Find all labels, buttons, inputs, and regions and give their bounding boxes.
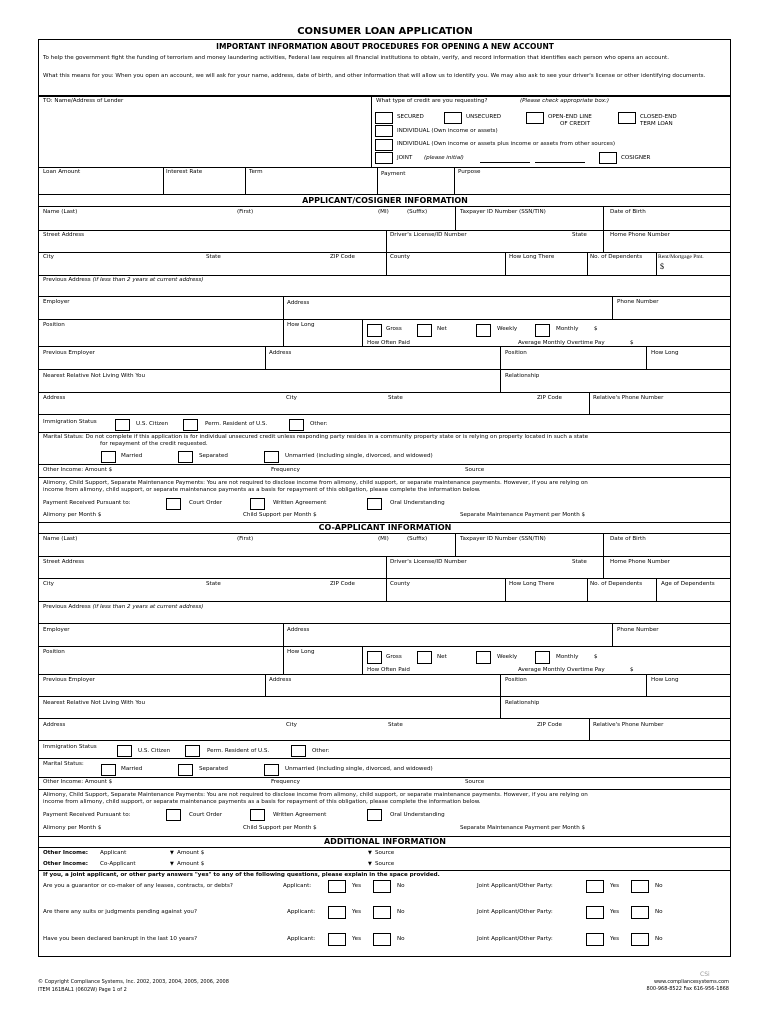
co-unmarried-checkbox[interactable] <box>264 764 279 776</box>
unmarried-checkbox[interactable] <box>264 451 279 463</box>
prev-how-long-label: How Long <box>651 350 679 356</box>
individual-label: INDIVIDUAL (Own income or assets) <box>397 128 498 134</box>
co-child-support-label: Child Support per Month $ <box>243 825 317 831</box>
cosigner-checkbox[interactable] <box>599 152 617 164</box>
q1-applicant-yes-checkbox[interactable] <box>328 880 346 893</box>
other-income-label: Other Income: Amount $ <box>43 467 113 473</box>
income-dollar-sign: $ <box>594 326 598 332</box>
co-court-order-checkbox[interactable] <box>166 809 181 821</box>
co-relative-address-label: Address <box>43 722 66 728</box>
pursuant-label: Payment Received Pursuant to: <box>43 500 131 506</box>
how-long-employed-label: How Long <box>287 322 315 328</box>
resident-checkbox[interactable] <box>183 419 198 431</box>
court-order-label: Court Order <box>189 500 223 506</box>
q2-applicant-label: Applicant: <box>287 909 316 915</box>
employer-label: Employer <box>43 299 70 305</box>
q2-joint-no-checkbox[interactable] <box>631 906 649 919</box>
q1-joint-yes-checkbox[interactable] <box>586 880 604 893</box>
q2-applicant-yes-label: Yes <box>352 909 362 915</box>
co-home-phone-label: Home Phone Number <box>610 559 670 565</box>
weekly-label: Weekly <box>497 326 518 332</box>
interest-rate-label: Interest Rate <box>166 169 203 175</box>
q3-joint-yes-checkbox[interactable] <box>586 933 604 946</box>
dependents-label: No. of Dependents <box>590 254 643 260</box>
applicant-heading: APPLICANT/COSIGNER INFORMATION <box>302 196 468 205</box>
co-position-label: Position <box>43 649 65 655</box>
q2-joint-no-label: No <box>655 909 663 915</box>
co-written-agreement-label: Written Agreement <box>273 812 327 818</box>
q3-joint-label: Joint Applicant/Other Party: <box>477 936 553 942</box>
q2-joint-label: Joint Applicant/Other Party: <box>477 909 553 915</box>
separated-label: Separated <box>199 453 228 459</box>
q2-joint-yes-checkbox[interactable] <box>586 906 604 919</box>
co-married-label: Married <box>121 766 143 772</box>
co-court-order-label: Court Order <box>189 812 223 818</box>
q2-applicant-yes-checkbox[interactable] <box>328 906 346 919</box>
co-employer-label: Employer <box>43 627 70 633</box>
co-source-label: Source <box>465 779 485 785</box>
q3-applicant-yes-label: Yes <box>352 936 362 942</box>
co-employer-address-label: Address <box>287 627 310 633</box>
co-employer-phone-label: Phone Number <box>617 627 659 633</box>
co-prev-how-long-label: How Long <box>651 677 679 683</box>
weekly-checkbox[interactable] <box>476 324 491 337</box>
important-paragraph-2: What this means for you: When you open an account, we will ask for your name, address, date of birth, and other information that will allow us to identify you. We may also ask to see your driver's license or other identifying documents. <box>43 73 706 79</box>
co-name-suffix-label: (Suffix) <box>407 536 428 542</box>
co-net-label: Net <box>437 654 447 660</box>
joint-checkbox[interactable] <box>375 152 393 164</box>
co-unmarried-label: Unmarried (including single, divorced, and widowed) <box>285 766 433 772</box>
joint-initial-line-1[interactable] <box>480 162 530 163</box>
co-name-last-label: Name (Last) <box>43 536 78 542</box>
married-checkbox[interactable] <box>101 451 116 463</box>
prev-employer-address-label: Address <box>269 350 292 356</box>
co-citizen-label: U.S. Citizen <box>138 748 171 754</box>
position-label: Position <box>43 322 65 328</box>
monthly-label: Monthly <box>556 326 579 332</box>
open-end-checkbox[interactable] <box>526 112 544 124</box>
written-agreement-checkbox[interactable] <box>250 498 265 510</box>
co-immigration-label: Immigration Status <box>43 744 97 750</box>
add-source-label-1: Source <box>375 850 395 856</box>
add-source-label-2: Source <box>375 861 395 867</box>
unmarried-label: Unmarried (including single, divorced, and widowed) <box>285 453 433 459</box>
court-order-checkbox[interactable] <box>166 498 181 510</box>
co-gross-label: Gross <box>386 654 402 660</box>
joint-label: JOINT <box>397 155 413 161</box>
gross-checkbox[interactable] <box>367 324 382 337</box>
individual-checkbox[interactable] <box>375 125 393 137</box>
add-amount-label-1: Amount $ <box>177 850 205 856</box>
co-relative-zip-label: ZIP Code <box>537 722 562 728</box>
co-gross-checkbox[interactable] <box>367 651 382 664</box>
immigration-label: Immigration Status <box>43 419 97 425</box>
co-oral-understanding-label: Oral Understanding <box>390 812 445 818</box>
important-heading: IMPORTANT INFORMATION ABOUT PROCEDURES FOR OPENING A NEW ACCOUNT <box>216 42 554 51</box>
how-long-there-label: How Long There <box>509 254 555 260</box>
marital-label-1: Marital Status: Do not complete if this application is for individual unsecured credit unless responding party resides in a community property state or is relying on property located in such a state <box>43 434 589 440</box>
copyright-text: © Copyright Compliance Systems, Inc. 2002, 2003, 2004, 2005, 2006, 2008 <box>38 979 229 985</box>
co-relative-label: Nearest Relative Not Living With You <box>43 700 145 706</box>
relationship-label: Relationship <box>505 373 540 379</box>
add-arrow-icon-1: ▼ <box>170 850 174 856</box>
overtime-label: Average Monthly Overtime Pay <box>518 340 605 346</box>
add-applicant-label: Applicant <box>100 850 127 856</box>
separate-maintenance-label: Separate Maintenance Payment per Month $ <box>460 512 586 518</box>
q1-applicant-no-checkbox[interactable] <box>373 880 391 893</box>
co-name-first-label: (First) <box>237 536 254 542</box>
co-net-checkbox[interactable] <box>417 651 432 664</box>
q1-joint-yes-label: Yes <box>610 883 620 889</box>
joint-hint: (please initial) <box>424 155 464 161</box>
co-immigration-other-checkbox[interactable] <box>291 745 306 757</box>
co-weekly-label: Weekly <box>497 654 518 660</box>
employer-phone-label: Phone Number <box>617 299 659 305</box>
co-dob-label: Date of Birth <box>610 536 646 542</box>
closed-end-label-2: TERM LOAN <box>640 121 673 127</box>
oral-understanding-label: Oral Understanding <box>390 500 445 506</box>
co-how-often-label: How Often Paid <box>367 667 410 673</box>
co-prev-employer-address-label: Address <box>269 677 292 683</box>
frequency-label: Frequency <box>271 467 300 473</box>
co-other-income-label: Other Income: Amount $ <box>43 779 113 785</box>
question-suits: Are there any suits or judgments pending against you? <box>43 909 197 915</box>
name-suffix-label: (Suffix) <box>407 209 428 215</box>
co-prev-employer-label: Previous Employer <box>43 677 95 683</box>
credit-type-hint: (Please check appropriate box:) <box>520 98 610 104</box>
co-monthly-label: Monthly <box>556 654 579 660</box>
citizen-label: U.S. Citizen <box>136 421 169 427</box>
dl-label: Driver's License/ID Number <box>390 232 467 238</box>
q2-applicant-no-checkbox[interactable] <box>373 906 391 919</box>
unsecured-checkbox[interactable] <box>444 112 462 124</box>
separated-checkbox[interactable] <box>178 451 193 463</box>
co-separated-label: Separated <box>199 766 228 772</box>
q3-joint-no-label: No <box>655 936 663 942</box>
q3-applicant-label: Applicant: <box>287 936 316 942</box>
county-label: County <box>390 254 410 260</box>
co-pursuant-label: Payment Received Pursuant to: <box>43 812 131 818</box>
add-co-applicant-label: Co-Applicant <box>100 861 136 867</box>
q1-joint-label: Joint Applicant/Other Party: <box>477 883 553 889</box>
co-relative-state-label: State <box>388 722 403 728</box>
lender-field[interactable] <box>40 106 370 166</box>
secured-checkbox[interactable] <box>375 112 393 124</box>
question-bankrupt: Have you been declared bankrupt in the last 10 years? <box>43 936 198 942</box>
net-label: Net <box>437 326 447 332</box>
name-mi-label: (MI) <box>378 209 389 215</box>
payment-label: Payment <box>381 171 406 177</box>
co-age-dependents-label: Age of Dependents <box>661 581 715 587</box>
question-guarantor: Are you a guarantor or co-maker of any leases, contracts, or debts? <box>43 883 233 889</box>
co-dl-label: Driver's License/ID Number <box>390 559 467 565</box>
rent-dollar-sign: $ <box>660 262 664 271</box>
individual-plus-checkbox[interactable] <box>375 139 393 151</box>
name-last-label: Name (Last) <box>43 209 78 215</box>
q3-applicant-yes-checkbox[interactable] <box>328 933 346 946</box>
citizen-checkbox[interactable] <box>115 419 130 431</box>
relative-phone-label: Relative's Phone Number <box>593 395 664 401</box>
marital-label-2: for repayment of the credit requested. <box>100 441 208 447</box>
oral-understanding-checkbox[interactable] <box>367 498 382 510</box>
q1-applicant-yes-label: Yes <box>352 883 362 889</box>
employer-address-label: Address <box>287 300 310 306</box>
credit-type-question: What type of credit are you requesting? <box>376 98 488 104</box>
relative-address-label: Address <box>43 395 66 401</box>
q2-joint-yes-label: Yes <box>610 909 620 915</box>
co-street-label: Street Address <box>43 559 85 565</box>
joint-initial-line-2[interactable] <box>535 162 585 163</box>
co-state-label: State <box>206 581 221 587</box>
co-alimony-text-2: income from alimony, child support, or separate maintenance payments as a basis for repayment of this obligation, please complete the information below. <box>43 799 481 805</box>
co-how-long-there-label: How Long There <box>509 581 555 587</box>
overtime-dollar-sign: $ <box>630 340 634 346</box>
co-monthly-checkbox[interactable] <box>535 651 550 664</box>
co-zip-label: ZIP Code <box>330 581 355 587</box>
co-dl-state-label: State <box>572 559 587 565</box>
co-alimony-per-month-label: Alimony per Month $ <box>43 825 102 831</box>
immigration-other-checkbox[interactable] <box>289 419 304 431</box>
dl-state-label: State <box>572 232 587 238</box>
unsecured-label: UNSECURED <box>466 114 502 120</box>
written-agreement-label: Written Agreement <box>273 500 327 506</box>
name-first-label: (First) <box>237 209 254 215</box>
prev-address-label: Previous Address (if less than 2 years at current address) <box>43 277 204 283</box>
q1-applicant-label: Applicant: <box>283 883 312 889</box>
copyright-icon: © <box>38 979 43 985</box>
co-relative-phone-label: Relative's Phone Number <box>593 722 664 728</box>
open-end-label-2: OF CREDIT <box>560 121 591 127</box>
add-arrow-icon-4: ▼ <box>368 861 372 867</box>
co-dependents-label: No. of Dependents <box>590 581 643 587</box>
co-county-label: County <box>390 581 410 587</box>
co-separate-maintenance-label: Separate Maintenance Payment per Month $ <box>460 825 586 831</box>
co-prev-address-label: Previous Address (if less than 2 years at current address) <box>43 604 204 610</box>
co-weekly-checkbox[interactable] <box>476 651 491 664</box>
secured-label: SECURED <box>397 114 424 120</box>
add-arrow-icon-3: ▼ <box>170 861 174 867</box>
gross-label: Gross <box>386 326 402 332</box>
loan-amount-label: Loan Amount <box>43 169 81 175</box>
important-paragraph-1: To help the government fight the funding of terrorism and money laundering activities, Federal law requires all financial institutions to obtain, verify, and record information that identifies each person who opens an account. <box>43 55 669 61</box>
co-resident-label: Perm. Resident of U.S. <box>207 748 270 754</box>
prev-employer-label: Previous Employer <box>43 350 95 356</box>
item-number: ITEM 161BAL1 (0602W) Page 1 of 2 <box>38 987 127 993</box>
additional-heading: ADDITIONAL INFORMATION <box>323 837 446 846</box>
q1-joint-no-checkbox[interactable] <box>631 880 649 893</box>
relative-zip-label: ZIP Code <box>537 395 562 401</box>
co-income-dollar-sign: $ <box>594 654 598 660</box>
add-other-income-label-1: Other Income: <box>43 850 88 856</box>
individual-plus-label: INDIVIDUAL (Own income or assets plus income or assets from other sources) <box>397 141 616 147</box>
page-title: CONSUMER LOAN APPLICATION <box>297 26 473 37</box>
co-relative-city-label: City <box>286 722 297 728</box>
alimony-per-month-label: Alimony per Month $ <box>43 512 102 518</box>
lender-label: TO: Name/Address of Lender <box>43 98 124 104</box>
cosigner-label: COSIGNER <box>621 155 651 161</box>
co-how-long-employed-label: How Long <box>287 649 315 655</box>
source-label: Source <box>465 467 485 473</box>
rent-mortgage-label: Rent/Mortgage Pmt. <box>658 254 704 260</box>
co-overtime-dollar-sign: $ <box>630 667 634 673</box>
co-married-checkbox[interactable] <box>101 764 116 776</box>
co-name-mi-label: (MI) <box>378 536 389 542</box>
co-resident-checkbox[interactable] <box>185 745 200 757</box>
open-end-label-1: OPEN-END LINE <box>548 114 592 120</box>
add-other-income-label-2: Other Income: <box>43 861 88 867</box>
co-separated-checkbox[interactable] <box>178 764 193 776</box>
alimony-text-1: Alimony, Child Support, Separate Maintenance Payments: You are not required to disclose income from alimony, child support, or separate maintenance payments. However, if you are relying on <box>43 480 588 486</box>
relative-label: Nearest Relative Not Living With You <box>43 373 145 379</box>
city-label: City <box>43 254 54 260</box>
co-marital-label: Marital Status: <box>43 761 84 767</box>
term-label: Term <box>249 169 263 175</box>
q3-joint-no-checkbox[interactable] <box>631 933 649 946</box>
co-applicant-heading: CO-APPLICANT INFORMATION <box>318 523 452 532</box>
relative-city-label: City <box>286 395 297 401</box>
prev-position-label: Position <box>505 350 527 356</box>
q2-applicant-no-label: No <box>397 909 405 915</box>
home-phone-label: Home Phone Number <box>610 232 670 238</box>
csi-logo: CSi <box>700 971 710 978</box>
q1-applicant-no-label: No <box>397 883 405 889</box>
co-citizen-checkbox[interactable] <box>117 745 132 757</box>
co-relationship-label: Relationship <box>505 700 540 706</box>
footer-website: www.compliancesystems.com <box>653 979 729 985</box>
q3-applicant-no-label: No <box>397 936 405 942</box>
add-amount-label-2: Amount $ <box>177 861 205 867</box>
co-taxpayer-label: Taxpayer ID Number (SSN/TIN) <box>460 536 546 542</box>
q3-joint-yes-label: Yes <box>610 936 620 942</box>
co-written-agreement-checkbox[interactable] <box>250 809 265 821</box>
alimony-text-2: income from alimony, child support, or separate maintenance payments as a basis for repayment of this obligation, please complete the information below. <box>43 487 481 493</box>
co-prev-position-label: Position <box>505 677 527 683</box>
street-label: Street Address <box>43 232 85 238</box>
co-alimony-text-1: Alimony, Child Support, Separate Maintenance Payments: You are not required to disclose income from alimony, child support, or separate maintenance payments. However, if you are relying on <box>43 792 588 798</box>
closed-end-checkbox[interactable] <box>618 112 636 124</box>
closed-end-label-1: CLOSED-END <box>640 114 677 120</box>
dob-label: Date of Birth <box>610 209 646 215</box>
resident-label: Perm. Resident of U.S. <box>205 421 268 427</box>
immigration-other-label: Other: <box>310 421 328 427</box>
monthly-checkbox[interactable] <box>535 324 550 337</box>
co-oral-understanding-checkbox[interactable] <box>367 809 382 821</box>
co-city-label: City <box>43 581 54 587</box>
add-arrow-icon-2: ▼ <box>368 850 372 856</box>
purpose-label: Purpose <box>458 169 481 175</box>
state-label: State <box>206 254 221 260</box>
child-support-label: Child Support per Month $ <box>243 512 317 518</box>
co-frequency-label: Frequency <box>271 779 300 785</box>
taxpayer-label: Taxpayer ID Number (SSN/TIN) <box>460 209 546 215</box>
net-checkbox[interactable] <box>417 324 432 337</box>
co-overtime-label: Average Monthly Overtime Pay <box>518 667 605 673</box>
married-label: Married <box>121 453 143 459</box>
how-often-label: How Often Paid <box>367 340 410 346</box>
footer-phone: 800-968-8522 Fax 616-956-1868 <box>646 986 729 992</box>
q3-applicant-no-checkbox[interactable] <box>373 933 391 946</box>
zip-label: ZIP Code <box>330 254 355 260</box>
add-instructions: If you, a joint applicant, or other party answers "yes" to any of the following questions, please explain in the space provided. <box>43 872 440 878</box>
relative-state-label: State <box>388 395 403 401</box>
q1-joint-no-label: No <box>655 883 663 889</box>
co-immigration-other-label: Other: <box>312 748 330 754</box>
